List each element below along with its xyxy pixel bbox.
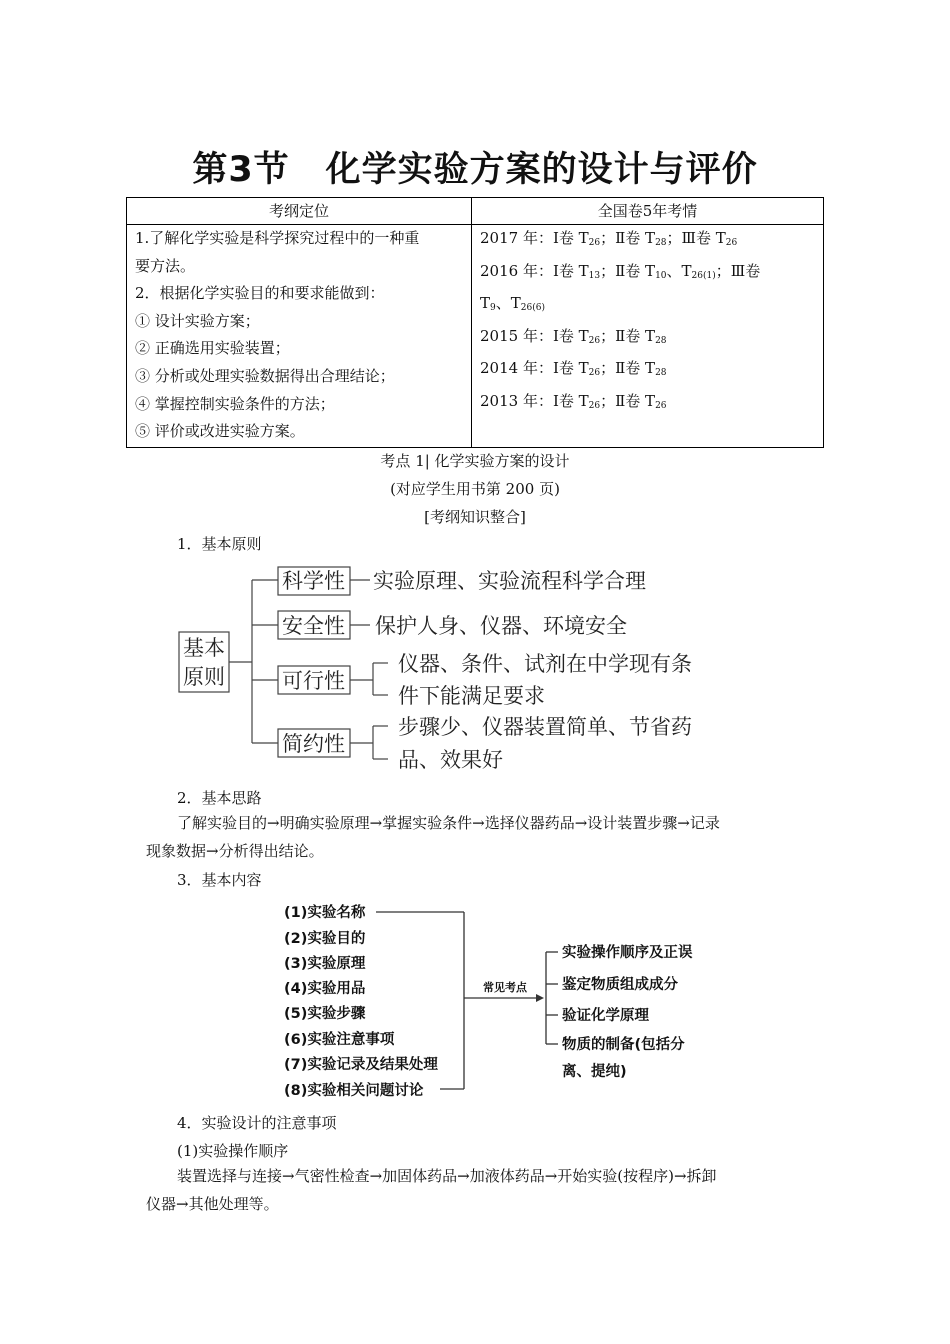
approach-text-line2: 现象数据→分析得出结论。: [146, 842, 324, 860]
root-label-line1: 基本: [183, 636, 225, 660]
content-target: 物质的制备(包括分: [562, 1037, 685, 1053]
exam-line: $T_9$、$T_{26(6)}$: [480, 294, 545, 314]
subheading-operation-order: (1)实验操作顺序: [177, 1142, 289, 1160]
content-item: (4)实验用品: [284, 981, 366, 997]
exam-history-cell: [472, 225, 824, 448]
arrow-head-icon: [536, 994, 544, 1002]
principle-desc: 实验原理、实验流程科学合理: [373, 569, 646, 593]
principle-name: 可行性: [282, 669, 345, 693]
page-reference: (对应学生用书第 200 页): [390, 480, 560, 498]
arrow-label: 常见考点: [483, 981, 527, 994]
content-item: (3)实验原理: [284, 956, 366, 972]
section-tag: [考纲知识整合]: [424, 508, 526, 526]
exam-line: 2017 年：Ⅰ卷 $T_{26}$；Ⅱ卷 $T_{28}$；Ⅲ卷 $T_{26}$: [480, 229, 738, 248]
heading-design-notes: 4．实验设计的注意事项: [177, 1114, 337, 1132]
content-diagram: [280, 898, 740, 1103]
principle-desc: 件下能满足要求: [398, 684, 545, 708]
syllabus-line: ③ 分析或处理实验数据得出合理结论；: [135, 366, 395, 385]
heading-basic-content: 3．基本内容: [177, 871, 262, 889]
content-target: 验证化学原理: [562, 1008, 649, 1024]
content-target: 离、提纯): [562, 1064, 627, 1080]
syllabus-line: ① 设计实验方案；: [135, 311, 260, 330]
root-label-line2: 原则: [183, 665, 225, 689]
content-target: 鉴定物质组成成分: [562, 977, 678, 993]
principle-desc: 保护人身、仪器、环境安全: [375, 614, 627, 638]
principle-name: 科学性: [282, 569, 345, 593]
principle-name: 安全性: [282, 614, 345, 638]
exam-line: 2013 年：Ⅰ卷 $T_{26}$；Ⅱ卷 $T_{26}$: [480, 391, 667, 411]
content-item: (5)实验步骤: [284, 1006, 366, 1022]
content-item: (1)实验名称: [284, 905, 366, 921]
syllabus-table: [126, 197, 824, 448]
approach-text-line1: 了解实验目的→明确实验原理→掌握实验条件→选择仪器药品→设计装置步骤→记录: [177, 814, 720, 832]
exam-line: 2014 年：Ⅰ卷 $T_{26}$；Ⅱ卷 $T_{28}$: [480, 359, 667, 379]
syllabus-line: ② 正确选用实验装置；: [135, 339, 290, 358]
exam-line: 2015 年：Ⅰ卷 $T_{26}$；Ⅱ卷 $T_{28}$: [480, 326, 667, 346]
syllabus-line: ④ 掌握控制实验条件的方法；: [135, 394, 335, 413]
syllabus-line: 1.了解化学实验是科学探究过程中的一种重: [135, 229, 420, 247]
syllabus-line: 要方法。: [135, 256, 196, 275]
content-item: (6)实验注意事项: [284, 1032, 395, 1048]
content-item: (2)实验目的: [284, 931, 366, 947]
content-item: (7)实验记录及结果处理: [284, 1057, 438, 1073]
principle-desc: 仪器、条件、试剂在中学现有条: [398, 652, 692, 676]
page-title: 第3节 化学实验方案的设计与评价: [192, 150, 758, 190]
syllabus-line: 2．根据化学实验目的和要求能做到：: [135, 284, 385, 303]
exam-line: 2016 年：Ⅰ卷 $T_{13}$；Ⅱ卷 $T_{10}$、$T_{26(1)}$；Ⅲ卷: [480, 261, 761, 281]
kaodian-heading: 考点 1| 化学实验方案的设计: [380, 452, 570, 470]
principle-name: 简约性: [282, 732, 345, 756]
operation-order-line2: 仪器→其他处理等。: [146, 1195, 279, 1213]
principles-diagram: [170, 560, 710, 775]
content-item: (8)实验相关问题讨论: [284, 1083, 424, 1099]
principle-desc: 步骤少、仪器装置简单、节省药: [398, 715, 692, 739]
operation-order-line1: 装置选择与连接→气密性检查→加固体药品→加液体药品→开始实验(按程序)→拆卸: [177, 1167, 717, 1185]
principle-desc: 品、效果好: [398, 748, 503, 772]
content-target: 实验操作顺序及正误: [562, 945, 693, 961]
table-header-syllabus: 考纲定位: [127, 198, 472, 225]
heading-basic-approach: 2．基本思路: [177, 789, 262, 807]
heading-basic-principles: 1．基本原则: [177, 535, 262, 553]
syllabus-cell: [127, 225, 472, 448]
table-header-exam-history: 全国卷5年考情: [472, 198, 824, 225]
syllabus-line: ⑤ 评价或改进实验方案。: [135, 422, 305, 441]
